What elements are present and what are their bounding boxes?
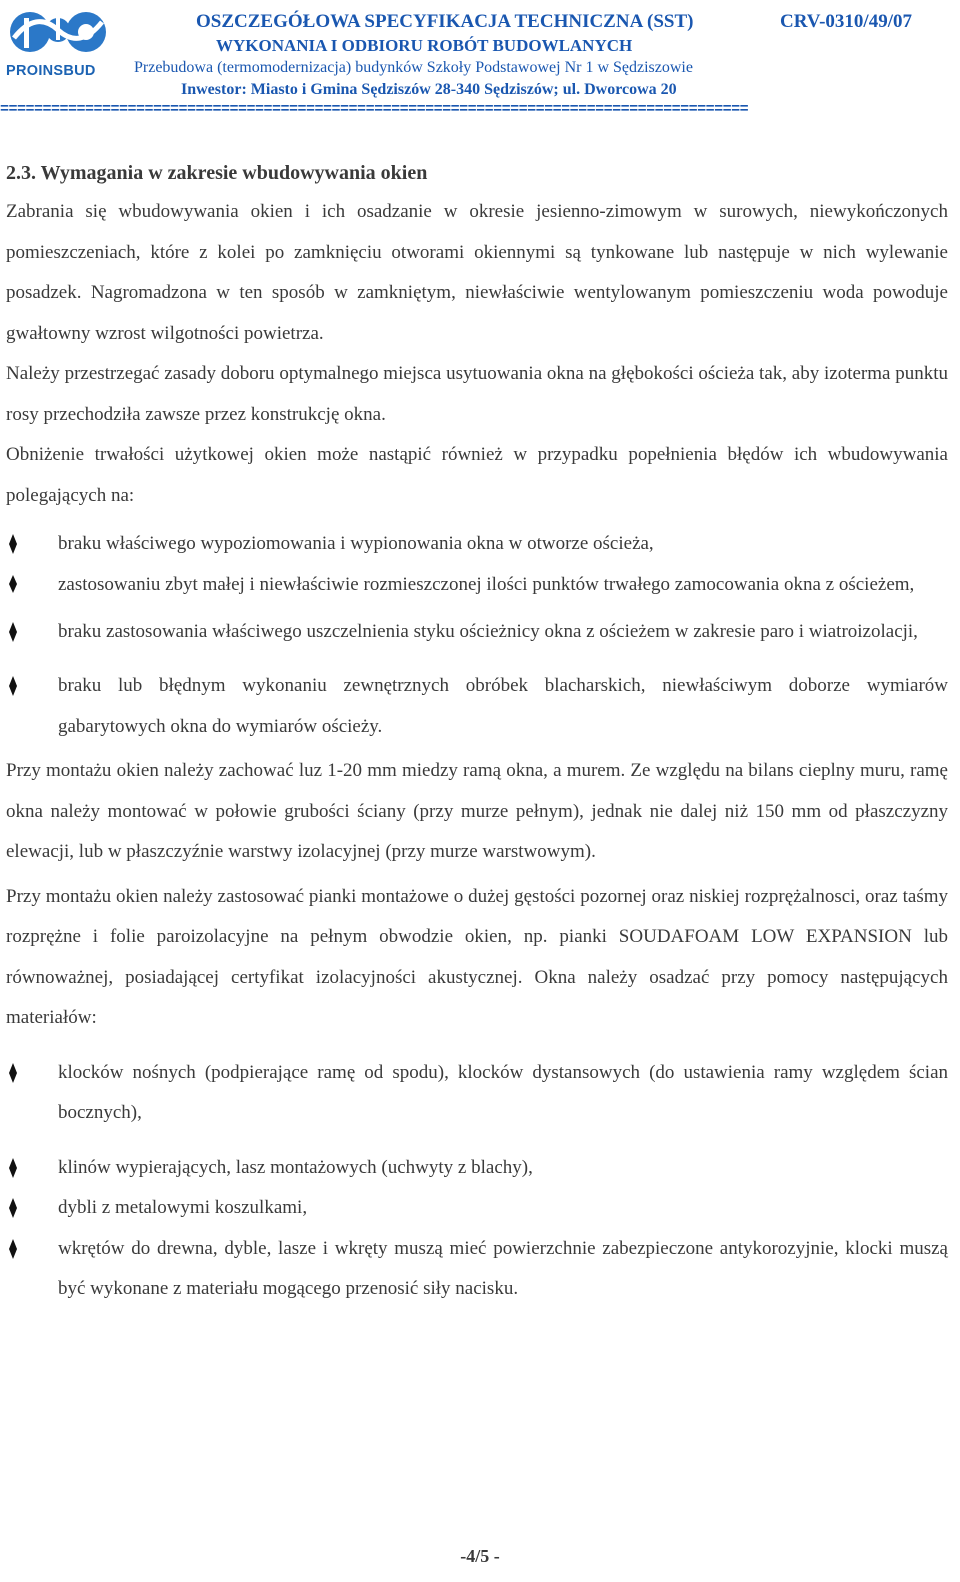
list-item: dybli z metalowymi koszulkami, bbox=[6, 1188, 948, 1229]
page-header bbox=[0, 0, 960, 100]
paragraph-2: Należy przestrzegać zasady doboru optymalnego miejsca usytuowania okna na głębokości ościeża tak, aby izoterma punktu rosy przechodziła zawsze przez konstrukcję okna. bbox=[6, 363, 948, 425]
errors-list bbox=[6, 524, 948, 747]
list-item: braku lub błędnym wykonaniu zewnętrznych obróbek blacharskich, niewłaściwym doborze wymiarów gabarytowych okna do wymiarów ościeży. bbox=[6, 666, 948, 747]
document-body bbox=[6, 158, 948, 1310]
spec-title: OSZCZEGÓŁOWA SPECYFIKACJA TECHNICZNA (SST) bbox=[196, 11, 694, 32]
list-item: klinów wypierających, lasz montażowych (uchwyty z blachy), bbox=[6, 1148, 948, 1189]
bullet-icon bbox=[6, 612, 20, 652]
bullet-icon bbox=[6, 524, 20, 564]
page-number: -4/5 - bbox=[460, 1546, 500, 1566]
bullet-icon bbox=[6, 1148, 20, 1188]
logo-text: PROINSBUD bbox=[6, 63, 96, 79]
bullet-icon bbox=[6, 666, 20, 706]
doc-code: CRV-0310/49/07 bbox=[780, 11, 912, 32]
list-item: wkrętów do drewna, dyble, lasze i wkręty muszą mieć powierzchnie zabezpieczone antykorozyjnie, klocki muszą być wykonane z materiału mogącego przenosić siły nacisku. bbox=[6, 1229, 948, 1310]
bullet-icon bbox=[6, 571, 20, 598]
paragraph-3: Obniżenie trwałości użytkowej okien może nastąpić również w przypadku popełnienia błędów ich wbudowywania polegających na: bbox=[6, 444, 948, 506]
list-item: klocków nośnych (podpierające ramę od spodu), klocków dystansowych (do ustawienia ramy względem ścian bocznych), bbox=[6, 1053, 948, 1134]
paragraph-4: Przy montażu okien należy zachować luz 1-20 mm miedzy ramą okna, a murem. Ze względu na bilans cieplny muru, ramę okna należy montować w połowie grubości ściany (przy murze pełnym), jednak nie dalej niż 150 mm od płaszczyzny elewacji, lub w płaszczyźnie warstwy izolacyjnej (przy murze warstwowym). bbox=[6, 760, 948, 862]
project-name: Przebudowa (termomodernizacja) budynków Szkoły Podstawowej Nr 1 w Sędziszowie bbox=[134, 59, 693, 76]
investor: Inwestor: Miasto i Gmina Sędziszów 28-340 Sędziszów; ul. Dworcowa 20 bbox=[181, 81, 677, 98]
list-item: zastosowaniu zbyt małej i niewłaściwie rozmieszczonej ilości punktów trwałego zamocowania okna z ościeżem, bbox=[6, 571, 948, 598]
section-title: 2.3. Wymagania w zakresie wbudowywania okien bbox=[6, 162, 428, 184]
materials-list bbox=[6, 1053, 948, 1310]
paragraph-1: Zabrania się wbudowywania okien i ich osadzanie w okresie jesienno-zimowym w surowych, niewykończonych pomieszczeniach, które z kolei po zamknięciu otworami okiennymi są tynkowane lub następuje w nich wylewanie posadzek. Nagromadzona w ten sposób w zamkniętym, niewłaściwie wentylowanym pomieszczeniu woda powoduje gwałtowny wzrost wilgotności powietrza. bbox=[6, 201, 948, 344]
list-item: braku właściwego wypoziomowania i wypionowania okna w otworze ościeża, bbox=[6, 524, 948, 565]
list-item: braku zastosowania właściwego uszczelnienia styku ościeżnicy okna z ościeżem w zakresie paro i wiatroizolacji, bbox=[6, 612, 948, 653]
spec-subtitle: WYKONANIA I ODBIORU ROBÓT BUDOWLANYCH bbox=[216, 36, 633, 55]
bullet-icon bbox=[6, 1188, 20, 1228]
header-separator: ======================================================================================== bbox=[0, 104, 749, 116]
bullet-icon bbox=[6, 1229, 20, 1269]
bullet-icon bbox=[6, 1053, 20, 1093]
paragraph-5: Przy montażu okien należy zastosować pianki montażowe o dużej gęstości pozornej oraz niskiej rozprężalnosci, oraz taśmy rozprężne i folie paroizolacyjne na pełnym obwodzie okien, np. pianki SOUDAFOAM LOW EXPANSION lub równoważnej, posiadającej certyfikat izolacyjności akustycznej. Okna należy osadzać przy pomocy następujących materiałów: bbox=[6, 885, 948, 1028]
